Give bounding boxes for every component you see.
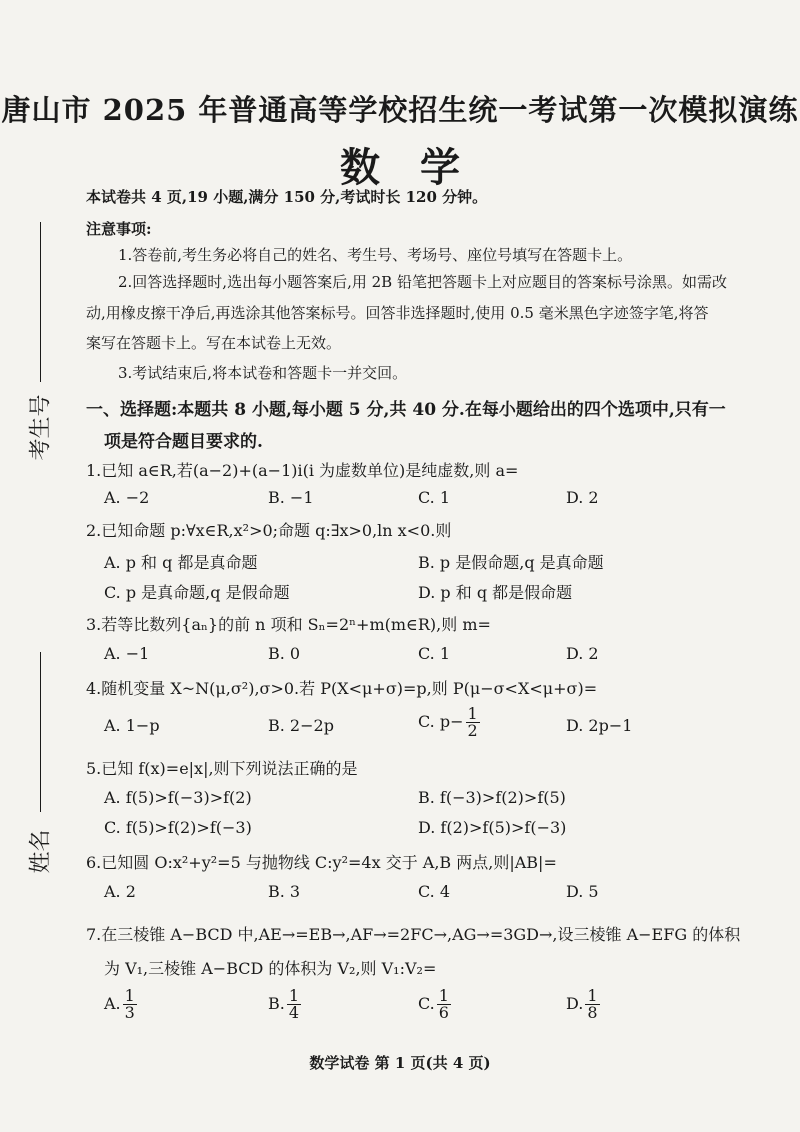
q2-option-c: C. p 是真命题,q 是假命题 [104, 583, 290, 602]
fraction-denominator: 3 [124, 1003, 135, 1022]
q6-option-d: D. 5 [566, 882, 599, 901]
q5-option-b: B. f(−3)>f(2)>f(5) [418, 788, 566, 807]
q1-option-a: A. −2 [104, 488, 150, 507]
fraction-denominator: 8 [587, 1003, 598, 1022]
q5-option-c: C. f(5)>f(2)>f(−3) [104, 818, 252, 837]
q7-option-a [104, 988, 137, 1021]
q7-option-c [418, 988, 451, 1021]
name-label: 姓名 [28, 829, 54, 874]
fraction-numerator: 1 [288, 986, 300, 1005]
question-4-stem: 4.随机变量 X~N(μ,σ²),σ>0.若 P(X<μ+σ)=p,则 P(μ−σ<X<μ+σ)= [86, 679, 598, 698]
question-7-stem-cont: 为 V₁,三棱锥 A−BCD 的体积为 V₂,则 V₁:V₂= [104, 959, 437, 978]
fraction-numerator: 1 [438, 986, 449, 1005]
fraction-numerator: 1 [467, 704, 478, 723]
q1-option-c: C. 1 [418, 488, 451, 507]
q7-c-fraction [437, 988, 451, 1021]
q7-b-fraction [287, 988, 301, 1021]
q2-option-b: B. p 是假命题,q 是真命题 [418, 553, 604, 572]
notice-item: 案写在答题卡上。写在本试卷上无效。 [86, 334, 342, 352]
q7-option-d [566, 988, 600, 1021]
q6-option-a: A. 2 [104, 882, 136, 901]
notice-item: 2.回答选择题时,选出每小题答案后,用 2B 铅笔把答题卡上对应题目的答案标号涂黑。如需改 [118, 273, 727, 291]
q3-option-b: B. 0 [268, 644, 301, 663]
fraction-numerator: 1 [587, 986, 598, 1005]
question-1-stem: 1.已知 a∈R,若(a−2)+(a−1)i(i 为虚数单位)是纯虚数,则 a= [86, 461, 519, 480]
q1-option-d: D. 2 [566, 488, 599, 507]
subject-title: 数学 [340, 144, 500, 191]
exam-intro: 本试卷共 4 页,19 小题,满分 150 分,考试时长 120 分钟。 [86, 188, 488, 206]
q3-option-a: A. −1 [104, 644, 150, 663]
q2-option-d: D. p 和 q 都是假命题 [418, 583, 573, 602]
question-7-stem: 7.在三棱锥 A−BCD 中,AE→=EB→,AF→=2FC→,AG→=3GD→,设三棱锥 A−EFG 的体积 [86, 925, 741, 944]
question-2-stem: 2.已知命题 p:∀x∈R,x²>0;命题 q:∃x>0,ln x<0.则 [86, 521, 452, 540]
q3-option-d: D. 2 [566, 644, 599, 663]
exam-no-label: 考生号 [28, 394, 54, 461]
fraction-denominator: 2 [467, 721, 478, 740]
q7-option-b-label: B. [268, 994, 285, 1013]
question-5-stem: 5.已知 f(x)=e|x|,则下列说法正确的是 [86, 759, 358, 778]
name-line [40, 652, 41, 812]
q4-option-c [418, 706, 480, 739]
page-footer: 数学试卷 第 1 页(共 4 页) [309, 1054, 491, 1072]
notice-heading: 注意事项: [86, 220, 152, 238]
q2-option-a: A. p 和 q 都是真命题 [104, 553, 258, 572]
q4-option-d: D. 2p−1 [566, 716, 633, 735]
q7-option-c-label: C. [418, 994, 435, 1013]
section-heading-cont: 项是符合题目要求的. [104, 432, 263, 452]
q5-option-d: D. f(2)>f(5)>f(−3) [418, 818, 567, 837]
notice-item: 1.答卷前,考生务必将自己的姓名、考生号、考场号、座位号填写在答题卡上。 [118, 246, 633, 264]
section-heading: 一、选择题:本题共 8 小题,每小题 5 分,共 40 分.在每小题给出的四个选项中,只有一 [86, 400, 726, 420]
q7-a-fraction [123, 988, 137, 1021]
q5-option-a: A. f(5)>f(−3)>f(2) [104, 788, 252, 807]
q7-option-d-label: D. [566, 994, 584, 1013]
q7-option-a-label: A. [104, 994, 121, 1013]
exam-no-line [40, 222, 41, 382]
q1-option-b: B. −1 [268, 488, 314, 507]
q6-option-c: C. 4 [418, 882, 451, 901]
fraction-numerator: 1 [124, 986, 135, 1005]
notice-item: 3.考试结束后,将本试卷和答题卡一并交回。 [118, 364, 408, 382]
q3-option-c: C. 1 [418, 644, 451, 663]
q4-option-c-label: C. p− [418, 712, 464, 731]
q7-option-b [268, 988, 301, 1021]
q4-option-b: B. 2−2p [268, 716, 334, 735]
q4-option-a: A. 1−p [104, 716, 160, 735]
q7-d-fraction [585, 988, 599, 1021]
fraction-denominator: 4 [288, 1003, 300, 1022]
q6-option-b: B. 3 [268, 882, 301, 901]
exam-title: 唐山市 2025 年普通高等学校招生统一考试第一次模拟演练 [1, 93, 799, 127]
notice-item: 动,用橡皮擦干净后,再选涂其他答案标号。回答非选择题时,使用 0.5 毫米黑色字迹签字笔,将答 [86, 304, 709, 322]
fraction-denominator: 6 [438, 1003, 449, 1022]
q4-c-fraction [466, 706, 480, 739]
question-6-stem: 6.已知圆 O:x²+y²=5 与抛物线 C:y²=4x 交于 A,B 两点,则|AB|= [86, 853, 557, 872]
question-3-stem: 3.若等比数列{aₙ}的前 n 项和 Sₙ=2ⁿ+m(m∈R),则 m= [86, 615, 491, 634]
